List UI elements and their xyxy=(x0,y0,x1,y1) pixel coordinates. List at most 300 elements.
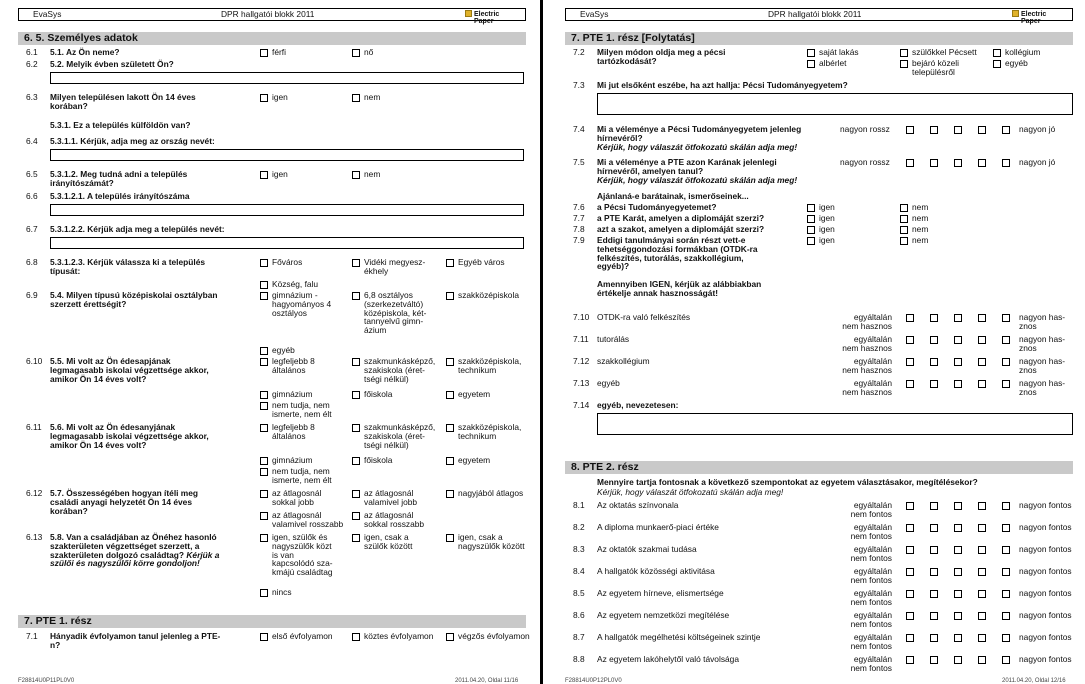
answer-checkbox[interactable] xyxy=(352,171,360,179)
scale-high-label: nagyon fontos xyxy=(1019,588,1072,598)
question-text: 5.1. Az Ön neme? xyxy=(50,47,120,57)
question-text: egyéb, nevezetesen: xyxy=(597,400,679,410)
question-number: 7.8 xyxy=(573,224,585,234)
scale-high-label: nagyon fontos xyxy=(1019,632,1072,642)
question-text: azt a szakot, amelyen a diplomáját szerzi? xyxy=(597,224,765,234)
question-text: Eddigi tanulmányai során részt vett-e tehetséggondozási formákban (OTDK-ra felkészítés, tutorálás, szakkollégium, egyéb)? xyxy=(597,235,758,272)
answer-option-label: legfeljebb 8 általános xyxy=(272,422,315,441)
page-separator xyxy=(540,0,543,684)
scale-checkbox[interactable] xyxy=(954,568,962,576)
answer-checkbox[interactable] xyxy=(260,468,268,476)
answer-checkbox[interactable] xyxy=(446,490,454,498)
answer-checkbox[interactable] xyxy=(446,534,454,542)
answer-checkbox[interactable] xyxy=(993,49,1001,57)
scale-checkbox[interactable] xyxy=(1002,634,1010,642)
question-hint: Kérjük, hogy válaszát ötfokozatú skálán adja meg! xyxy=(597,487,784,497)
question-text: Mi a véleménye a Pécsi Tudományegyetem jelenleg hírnevéről? Kérjük, hogy válaszát ötfokozatú skálán adja meg! xyxy=(597,124,802,152)
scale-checkbox[interactable] xyxy=(930,634,938,642)
question-number: 7.2 xyxy=(573,47,585,57)
answer-option-label: legfeljebb 8 általános xyxy=(272,356,315,375)
answer-option-label: férfi xyxy=(272,47,286,57)
answer-option-label: főiskola xyxy=(364,389,393,399)
item-text: Az egyetem hírneve, elismertsége xyxy=(597,588,724,598)
scale-checkbox[interactable] xyxy=(1002,159,1010,167)
answer-checkbox[interactable] xyxy=(260,49,268,57)
electric-paper-logo: Electric Paper xyxy=(1012,10,1021,18)
answer-option-label: nagyjából átlagos xyxy=(458,488,524,498)
scale-checkbox[interactable] xyxy=(978,656,986,664)
answer-checkbox[interactable] xyxy=(352,512,360,520)
question-number: 6.2 xyxy=(26,59,38,69)
scale-checkbox[interactable] xyxy=(1002,546,1010,554)
section-header-8: 8. PTE 2. rész xyxy=(565,461,1073,474)
scale-checkbox[interactable] xyxy=(930,380,938,388)
scale-checkbox[interactable] xyxy=(930,612,938,620)
answer-checkbox[interactable] xyxy=(900,215,908,223)
item-text: OTDK-ra való felkészítés xyxy=(597,312,691,322)
answer-option-label: egyéb xyxy=(272,345,295,355)
scale-checkbox[interactable] xyxy=(930,568,938,576)
text-answer-field[interactable] xyxy=(597,93,1073,115)
item-text: Az oktatás színvonala xyxy=(597,500,679,510)
question-number: 8.4 xyxy=(573,566,585,576)
answer-checkbox[interactable] xyxy=(352,424,360,432)
question-number: 6.4 xyxy=(26,136,38,146)
item-text: A hallgatók közösségi aktivitása xyxy=(597,566,715,576)
question-number: 7.11 xyxy=(573,334,589,344)
scale-checkbox[interactable] xyxy=(906,314,914,322)
answer-option-label: nem xyxy=(912,213,929,223)
question-text: 5.3.1.2.2. Kérjük adja meg a település nevét: xyxy=(50,224,225,234)
scale-checkbox[interactable] xyxy=(1002,612,1010,620)
answer-checkbox[interactable] xyxy=(352,633,360,641)
answer-option-label: szakközépiskola, technikum xyxy=(458,422,522,441)
scale-checkbox[interactable] xyxy=(954,590,962,598)
answer-option-label: nő xyxy=(364,47,374,57)
question-text: 5.7. Összességében hogyan ítéli meg családi anyagi helyzetét Ön 14 éves korában? xyxy=(50,488,199,516)
answer-checkbox[interactable] xyxy=(260,633,268,641)
answer-checkbox[interactable] xyxy=(260,402,268,410)
answer-checkbox[interactable] xyxy=(900,49,908,57)
answer-option-label: nem xyxy=(364,169,381,179)
answer-checkbox[interactable] xyxy=(260,534,268,542)
question-hint: Kérjük, hogy válaszát ötfokozatú skálán adja meg! xyxy=(597,174,798,185)
scale-checkbox[interactable] xyxy=(906,126,914,134)
scale-checkbox[interactable] xyxy=(1002,314,1010,322)
scale-checkbox[interactable] xyxy=(930,656,938,664)
question-number: 8.8 xyxy=(573,654,585,664)
question-text: Hányadik évfolyamon tanul jelenleg a PTE- n? xyxy=(50,631,221,650)
answer-option-label: az átlagosnál sokkal jobb xyxy=(272,488,322,507)
answer-option-label: gimnázium - hagyományos 4 osztályos xyxy=(272,290,332,318)
scale-checkbox[interactable] xyxy=(1002,336,1010,344)
answer-checkbox[interactable] xyxy=(446,457,454,465)
scale-checkbox[interactable] xyxy=(906,336,914,344)
scale-checkbox[interactable] xyxy=(954,656,962,664)
answer-checkbox[interactable] xyxy=(352,490,360,498)
scale-checkbox[interactable] xyxy=(1002,656,1010,664)
question-number: 7.7 xyxy=(573,213,585,223)
answer-checkbox[interactable] xyxy=(260,358,268,366)
answer-option-label: első évfolyamon xyxy=(272,631,333,641)
item-text: Az egyetem lakóhelytől való távolsága xyxy=(597,654,739,664)
scale-low-label: egyáltalán nem fontos xyxy=(850,654,892,673)
scale-checkbox[interactable] xyxy=(906,502,914,510)
scale-checkbox[interactable] xyxy=(906,159,914,167)
question-text: 5.8. Van a családjában az Önéhez hasonló szakterületen végzettséget szerzett, a szakterületen dolgozó családtag? Kérjük a szülői és nagyszülői körre gondoljon! xyxy=(50,532,220,569)
scale-checkbox[interactable] xyxy=(978,159,986,167)
text-answer-field[interactable] xyxy=(50,237,524,249)
question-text: 5.3.1.2.1. A település irányítószáma xyxy=(50,191,190,201)
question-number: 7.9 xyxy=(573,235,585,245)
question-number: 6.10 xyxy=(26,356,43,366)
question-number: 6.1 xyxy=(26,47,38,57)
right-page xyxy=(549,0,1085,684)
question-text: Amennyiben IGEN, kérjük az alábbiakban értékelje annak hasznosságát! xyxy=(597,279,762,298)
answer-checkbox[interactable] xyxy=(260,347,268,355)
question-number: 8.1 xyxy=(573,500,585,510)
scale-high-label: nagyon fontos xyxy=(1019,522,1072,532)
scale-checkbox[interactable] xyxy=(930,159,938,167)
question-number: 6.7 xyxy=(26,224,38,234)
question-text: 5.5. Mi volt az Ön édesapjának legmagasabb iskolai végzettsége akkor, amikor Ön 14 éves volt? xyxy=(50,356,209,384)
scale-high-label: nagyon has- znos xyxy=(1019,378,1066,397)
scale-checkbox[interactable] xyxy=(930,590,938,598)
answer-checkbox[interactable] xyxy=(260,292,268,300)
form-title: DPR hallgatói blokk 2011 xyxy=(221,9,315,19)
answer-checkbox[interactable] xyxy=(352,534,360,542)
answer-checkbox[interactable] xyxy=(352,358,360,366)
scale-high-label: nagyon fontos xyxy=(1019,500,1072,510)
scale-low-label: egyáltalán nem hasznos xyxy=(842,312,892,331)
question-number: 8.2 xyxy=(573,522,585,532)
item-text: A diploma munkaerő-piaci értéke xyxy=(597,522,719,532)
answer-checkbox[interactable] xyxy=(807,226,815,234)
scale-checkbox[interactable] xyxy=(1002,568,1010,576)
answer-option-label: szakmunkásképző, szakiskola (éret- tségi nélkül) xyxy=(364,356,436,384)
scale-checkbox[interactable] xyxy=(954,358,962,366)
answer-option-label: nem tudja, nem ismerte, nem élt xyxy=(272,400,332,419)
answer-option-label: igen xyxy=(272,169,288,179)
scale-checkbox[interactable] xyxy=(906,524,914,532)
answer-option-label: igen xyxy=(819,224,835,234)
answer-checkbox[interactable] xyxy=(260,391,268,399)
answer-checkbox[interactable] xyxy=(900,60,908,68)
answer-option-label: nem xyxy=(912,224,929,234)
scale-high-label: nagyon jó xyxy=(1019,124,1056,134)
scale-checkbox[interactable] xyxy=(978,634,986,642)
answer-checkbox[interactable] xyxy=(352,292,360,300)
item-text: A hallgatók megélhetési költségeinek szintje xyxy=(597,632,761,642)
scale-checkbox[interactable] xyxy=(906,590,914,598)
answer-option-label: igen xyxy=(819,235,835,245)
scale-checkbox[interactable] xyxy=(978,380,986,388)
scale-high-label: nagyon has- znos xyxy=(1019,334,1066,353)
scale-checkbox[interactable] xyxy=(954,612,962,620)
scale-checkbox[interactable] xyxy=(1002,524,1010,532)
scale-checkbox[interactable] xyxy=(978,358,986,366)
answer-checkbox[interactable] xyxy=(260,424,268,432)
section-header-7: 7. PTE 1. rész xyxy=(18,615,526,628)
answer-option-label: kollégium xyxy=(1005,47,1041,57)
scale-checkbox[interactable] xyxy=(954,502,962,510)
scale-checkbox[interactable] xyxy=(954,126,962,134)
answer-option-label: az átlagosnál valamivel rosszabb xyxy=(272,510,344,529)
answer-checkbox[interactable] xyxy=(260,259,268,267)
scale-checkbox[interactable] xyxy=(930,546,938,554)
answer-option-label: egyetem xyxy=(458,389,491,399)
answer-checkbox[interactable] xyxy=(260,589,268,597)
scale-high-label: nagyon fontos xyxy=(1019,654,1072,664)
answer-checkbox[interactable] xyxy=(260,94,268,102)
answer-checkbox[interactable] xyxy=(807,215,815,223)
answer-option-label: Főváros xyxy=(272,257,303,267)
scale-checkbox[interactable] xyxy=(954,314,962,322)
scale-high-label: nagyon has- znos xyxy=(1019,312,1066,331)
question-hint: Kérjük a szülői és nagyszülői körre gondoljon! xyxy=(50,549,220,569)
question-text: 5.3.1.1. Kérjük, adja meg az ország nevét: xyxy=(50,136,215,146)
scale-checkbox[interactable] xyxy=(930,336,938,344)
scale-checkbox[interactable] xyxy=(930,126,938,134)
scale-checkbox[interactable] xyxy=(978,336,986,344)
page-footer-code: F28814U0P12PL0V0 xyxy=(565,678,622,684)
question-text: Mi jut elsőként eszébe, ha azt hallja: Pécsi Tudományegyetem? xyxy=(597,80,848,90)
answer-option-label: bejáró közeli településről xyxy=(912,58,960,77)
section-header-6: 6. 5. Személyes adatok xyxy=(18,32,526,45)
answer-option-label: gimnázium xyxy=(272,389,313,399)
question-number: 6.12 xyxy=(26,488,43,498)
page-header xyxy=(18,8,526,26)
question-text: a PTE Karát, amelyen a diplomáját szerzi? xyxy=(597,213,765,223)
answer-option-label: Egyéb város xyxy=(458,257,505,267)
question-text: 5.6. Mi volt az Ön édesanyjának legmagasabb iskolai végzettsége akkor, amikor Ön 14 éves volt? xyxy=(50,422,209,450)
page-footer-info: 2011.04.20, Oldal 12/16 xyxy=(1002,678,1066,684)
answer-option-label: köztes évfolyamon xyxy=(364,631,434,641)
answer-option-label: igen, csak a szülők között xyxy=(364,532,413,551)
scale-checkbox[interactable] xyxy=(1002,380,1010,388)
question-text: Milyen településen lakott Ön 14 éves korában? xyxy=(50,92,196,111)
text-answer-field[interactable] xyxy=(50,149,524,161)
scale-checkbox[interactable] xyxy=(954,634,962,642)
scale-checkbox[interactable] xyxy=(906,612,914,620)
electric-paper-logo: Electric Paper xyxy=(465,10,474,18)
scale-checkbox[interactable] xyxy=(906,380,914,388)
page-footer-code: F28814U0P11PL0V0 xyxy=(18,678,75,684)
scale-checkbox[interactable] xyxy=(978,502,986,510)
logo-square-icon xyxy=(465,10,472,17)
question-number: 6.11 xyxy=(26,422,42,432)
question-number: 8.6 xyxy=(573,610,585,620)
answer-checkbox[interactable] xyxy=(900,237,908,245)
answer-option-label: igen xyxy=(819,202,835,212)
answer-option-label: szakmunkásképző, szakiskola (éret- tségi nélkül) xyxy=(364,422,436,450)
text-answer-field[interactable] xyxy=(50,204,524,216)
answer-option-label: az átlagosnál sokkal rosszabb xyxy=(364,510,425,529)
scale-checkbox[interactable] xyxy=(978,314,986,322)
scale-checkbox[interactable] xyxy=(978,590,986,598)
answer-option-label: nem tudja, nem ismerte, nem élt xyxy=(272,466,332,485)
page-footer-info: 2011.04.20, Oldal 11/16 xyxy=(455,678,519,684)
scale-checkbox[interactable] xyxy=(954,546,962,554)
question-number: 6.13 xyxy=(26,532,43,542)
answer-checkbox[interactable] xyxy=(446,259,454,267)
answer-option-label: szakközépiskola, technikum xyxy=(458,356,522,375)
scale-low-label: nagyon rossz xyxy=(840,157,890,167)
question-number: 7.12 xyxy=(573,356,590,366)
answer-checkbox[interactable] xyxy=(352,94,360,102)
question-number: 8.7 xyxy=(573,632,585,642)
section-header-7-cont: 7. PTE 1. rész [Folytatás] xyxy=(565,32,1073,45)
answer-option-label: gimnázium xyxy=(272,455,313,465)
scale-checkbox[interactable] xyxy=(1002,590,1010,598)
scale-low-label: egyáltalán nem fontos xyxy=(850,522,892,541)
answer-option-label: 6,8 osztályos (szerkezetváltó) középiskola, két- tannyelvű gimn- ázium xyxy=(364,290,427,336)
answer-option-label: nincs xyxy=(272,587,292,597)
question-text: a Pécsi Tudományegyetemet? xyxy=(597,202,717,212)
product-name: EvaSys xyxy=(33,9,62,19)
text-answer-field[interactable] xyxy=(50,72,524,84)
answer-checkbox[interactable] xyxy=(807,49,815,57)
answer-checkbox[interactable] xyxy=(260,490,268,498)
scale-checkbox[interactable] xyxy=(978,568,986,576)
answer-option-label: albérlet xyxy=(819,58,847,68)
answer-option-label: Község, falu xyxy=(272,279,319,289)
scale-low-label: egyáltalán nem fontos xyxy=(850,500,892,519)
item-text: Az oktatók szakmai tudása xyxy=(597,544,697,554)
question-number: 6.8 xyxy=(26,257,38,267)
scale-checkbox[interactable] xyxy=(930,524,938,532)
answer-option-label: nem xyxy=(912,235,929,245)
question-text: 5.3.1.2. Meg tudná adni a település irányítószámát? xyxy=(50,169,188,188)
scale-checkbox[interactable] xyxy=(954,159,962,167)
answer-checkbox[interactable] xyxy=(900,226,908,234)
answer-option-label: saját lakás xyxy=(819,47,859,57)
scale-low-label: egyáltalán nem fontos xyxy=(850,544,892,563)
text-answer-field[interactable] xyxy=(597,413,1073,435)
scale-low-label: egyáltalán nem fontos xyxy=(850,566,892,585)
scale-high-label: nagyon has- znos xyxy=(1019,356,1066,375)
answer-option-label: nem xyxy=(912,202,929,212)
question-text: 5.2. Melyik évben született Ön? xyxy=(50,59,174,69)
scale-low-label: egyáltalán nem hasznos xyxy=(842,378,892,397)
scale-checkbox[interactable] xyxy=(906,546,914,554)
page-header xyxy=(565,8,1073,26)
answer-checkbox[interactable] xyxy=(446,633,454,641)
answer-checkbox[interactable] xyxy=(260,457,268,465)
scale-checkbox[interactable] xyxy=(1002,358,1010,366)
scale-checkbox[interactable] xyxy=(978,546,986,554)
answer-checkbox[interactable] xyxy=(260,281,268,289)
scale-checkbox[interactable] xyxy=(954,380,962,388)
question-text: 5.4. Milyen típusú középiskolai osztályban szerzett érettségit? xyxy=(50,290,218,309)
scale-checkbox[interactable] xyxy=(930,358,938,366)
answer-option-label: végzős évfolyamon xyxy=(458,631,530,641)
scale-checkbox[interactable] xyxy=(978,126,986,134)
answer-option-label: Vidéki megyesz- ékhely xyxy=(364,257,426,276)
answer-checkbox[interactable] xyxy=(446,424,454,432)
question-hint: Kérjük, hogy válaszát ötfokozatú skálán adja meg! xyxy=(597,141,798,152)
answer-option-label: szakközépiskola xyxy=(458,290,519,300)
item-text: tutorálás xyxy=(597,334,630,344)
scale-low-label: egyáltalán nem fontos xyxy=(850,632,892,651)
answer-checkbox[interactable] xyxy=(807,60,815,68)
answer-checkbox[interactable] xyxy=(352,49,360,57)
item-text: Az egyetem nemzetközi megítélése xyxy=(597,610,730,620)
question-number: 6.6 xyxy=(26,191,38,201)
question-number: 6.5 xyxy=(26,169,38,179)
scale-checkbox[interactable] xyxy=(954,524,962,532)
answer-checkbox[interactable] xyxy=(352,259,360,267)
question-number: 8.3 xyxy=(573,544,585,554)
scale-low-label: egyáltalán nem fontos xyxy=(850,610,892,629)
scale-checkbox[interactable] xyxy=(906,634,914,642)
scale-checkbox[interactable] xyxy=(1002,502,1010,510)
answer-option-label: az átlagosnál valamivel jobb xyxy=(364,488,418,507)
answer-checkbox[interactable] xyxy=(807,204,815,212)
answer-checkbox[interactable] xyxy=(807,237,815,245)
answer-option-label: igen, csak a nagyszülők között xyxy=(458,532,525,551)
answer-option-label: szülőkkel Pécsett xyxy=(912,47,977,57)
answer-option-label: igen xyxy=(819,213,835,223)
scale-checkbox[interactable] xyxy=(906,358,914,366)
question-number: 7.5 xyxy=(573,157,585,167)
form-title: DPR hallgatói blokk 2011 xyxy=(768,9,862,19)
answer-option-label: főiskola xyxy=(364,455,393,465)
question-number: 7.4 xyxy=(573,124,585,134)
left-page xyxy=(0,0,538,684)
answer-option-label: igen, szülők és nagyszülők közt is van kapcsolódó sza- kmájú családtag xyxy=(272,532,333,578)
answer-checkbox[interactable] xyxy=(900,204,908,212)
question-number: 6.3 xyxy=(26,92,38,102)
scale-high-label: nagyon fontos xyxy=(1019,544,1072,554)
answer-checkbox[interactable] xyxy=(993,60,1001,68)
scale-checkbox[interactable] xyxy=(978,612,986,620)
scale-low-label: egyáltalán nem hasznos xyxy=(842,356,892,375)
answer-checkbox[interactable] xyxy=(352,391,360,399)
answer-option-label: egyéb xyxy=(1005,58,1028,68)
question-text: Ajánlaná-e barátainak, ismerőseinek... xyxy=(597,191,749,201)
scale-low-label: nagyon rossz xyxy=(840,124,890,134)
question-number: 7.3 xyxy=(573,80,585,90)
scale-checkbox[interactable] xyxy=(906,656,914,664)
scale-high-label: nagyon fontos xyxy=(1019,566,1072,576)
scale-low-label: egyáltalán nem fontos xyxy=(850,588,892,607)
scale-checkbox[interactable] xyxy=(978,524,986,532)
answer-checkbox[interactable] xyxy=(446,391,454,399)
item-text: szakkollégium xyxy=(597,356,650,366)
scale-checkbox[interactable] xyxy=(930,314,938,322)
answer-checkbox[interactable] xyxy=(260,171,268,179)
answer-option-label: nem xyxy=(364,92,381,102)
answer-option-label: igen xyxy=(272,92,288,102)
question-text: Milyen módon oldja meg a pécsi tartózkodását? xyxy=(597,47,726,66)
answer-checkbox[interactable] xyxy=(446,358,454,366)
question-text: 5.3.1. Ez a település külföldön van? xyxy=(50,120,191,130)
question-number: 7.14 xyxy=(573,400,590,410)
question-number: 7.1 xyxy=(26,631,38,641)
answer-checkbox[interactable] xyxy=(352,457,360,465)
scale-checkbox[interactable] xyxy=(1002,126,1010,134)
answer-option-label: egyetem xyxy=(458,455,491,465)
question-number: 7.6 xyxy=(573,202,585,212)
answer-checkbox[interactable] xyxy=(446,292,454,300)
scale-checkbox[interactable] xyxy=(906,568,914,576)
logo-square-icon xyxy=(1012,10,1019,17)
scale-checkbox[interactable] xyxy=(954,336,962,344)
question-text: Mi a véleménye a PTE azon Karának jelenlegi hírnevéről, amelyen tanul? Kérjük, hogy válaszát ötfokozatú skálán adja meg! xyxy=(597,157,798,185)
answer-checkbox[interactable] xyxy=(260,512,268,520)
scale-checkbox[interactable] xyxy=(930,502,938,510)
